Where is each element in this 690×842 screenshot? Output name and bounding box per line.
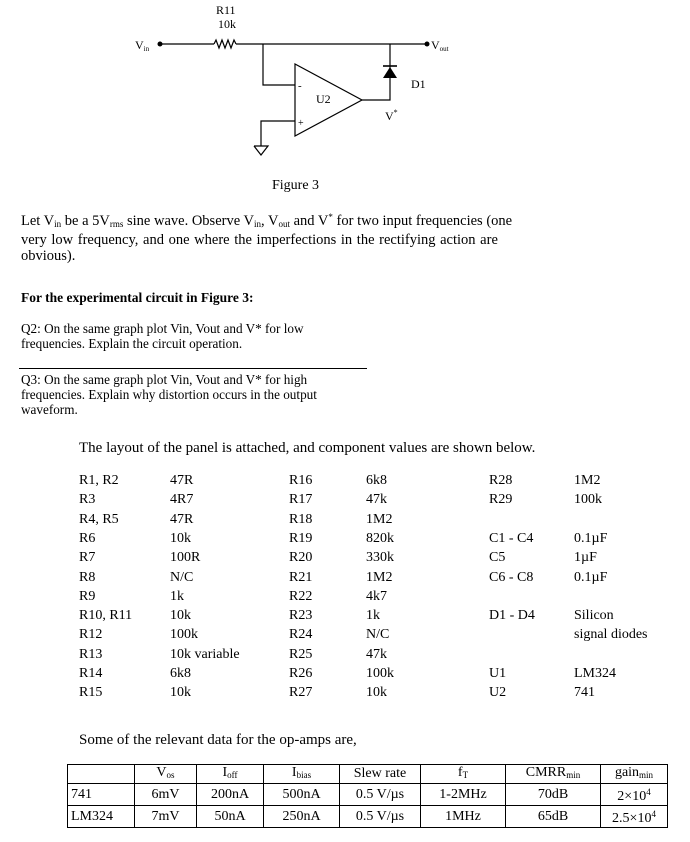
component-value: 6k8 xyxy=(366,473,387,488)
cell-name: 741 xyxy=(68,784,135,806)
component-value: 47k xyxy=(366,492,387,507)
intro-line-3: obvious). xyxy=(21,248,76,264)
r11-value: 10k xyxy=(218,17,236,31)
component-value: 1k xyxy=(366,608,380,623)
component-value: 330k xyxy=(366,550,394,565)
figure-caption: Figure 3 xyxy=(272,178,320,193)
resistor-r11 xyxy=(214,40,236,48)
component-value: 10k xyxy=(170,608,191,623)
intro-line-2: very low frequency, and one where the imperfections in the rectifying action are xyxy=(21,232,498,248)
cell-ibias: 250nA xyxy=(264,806,340,828)
question-q3 xyxy=(21,372,317,417)
component-value: 100k xyxy=(170,627,198,642)
header-ft: $f_T$ xyxy=(421,765,506,784)
cell-ft: 1-2MHz xyxy=(421,784,506,806)
component-ref: R22 xyxy=(289,589,313,604)
component-ref: U1 xyxy=(489,666,507,681)
minus-wire xyxy=(263,44,295,85)
component-ref: R18 xyxy=(289,512,313,527)
q2-line-1: Q2: On the same graph plot Vin, Vout and V* for low xyxy=(21,321,304,336)
questions-header: For the experimental circuit in Figure 3: xyxy=(21,290,254,305)
cell-ft: 1MHz xyxy=(421,806,506,828)
component-value: 10k xyxy=(170,685,191,700)
components-intro: The layout of the panel is attached, and component values are shown below. xyxy=(79,440,536,456)
header-ibias: $I_{bias}$ xyxy=(264,765,340,784)
component-value: 1M2 xyxy=(574,473,601,488)
output-wire xyxy=(362,44,390,100)
cell-gain: $2.5\times 10^4$ xyxy=(601,806,668,828)
diode-d1 xyxy=(383,67,397,78)
opamps-intro: Some of the relevant data for the op-amps are, xyxy=(79,732,357,748)
component-ref: U2 xyxy=(489,685,507,700)
component-ref: C5 xyxy=(489,550,506,565)
component-value: 47R xyxy=(170,512,194,527)
component-ref: R28 xyxy=(489,473,513,488)
cell-slew: 0.5 V/µs xyxy=(340,806,421,828)
question-q2 xyxy=(21,321,303,351)
component-value: 100R xyxy=(170,550,201,565)
component-ref: R21 xyxy=(289,570,313,585)
vin-label: Vin xyxy=(135,38,150,53)
cell-gain: $2\times 10^4$ xyxy=(601,784,668,806)
component-value: 10k xyxy=(366,685,387,700)
component-value: 0.1µF xyxy=(574,531,608,546)
component-ref: R23 xyxy=(289,608,313,623)
q3-line-1: Q3: On the same graph plot Vin, Vout and V* for high xyxy=(21,372,308,387)
q3-line-2: frequencies. Explain why distortion occurs in the output xyxy=(21,387,317,402)
component-value: LM324 xyxy=(574,666,616,681)
cell-ioff: 200nA xyxy=(197,784,264,806)
component-ref: R6 xyxy=(79,531,96,546)
intro-line-1: Let $V_{in}$ be a $5V_{rms}$ sine wave. Observe $V_{in}$, $V_{out}$ and V* for two input frequencies (one xyxy=(21,212,513,229)
diode-label: D1 xyxy=(411,77,426,91)
component-ref: R15 xyxy=(79,685,103,700)
header-vos: $V_{os}$ xyxy=(135,765,197,784)
component-ref: R25 xyxy=(289,647,313,662)
ground-symbol xyxy=(254,146,268,155)
component-ref: C1 - C4 xyxy=(489,531,534,546)
cell-slew: 0.5 V/µs xyxy=(340,784,421,806)
q3-line-3: waveform. xyxy=(21,402,78,417)
component-ref: R8 xyxy=(79,570,96,585)
component-ref: R12 xyxy=(79,627,103,642)
component-ref: R24 xyxy=(289,627,313,642)
component-ref: R16 xyxy=(289,473,313,488)
component-value: 10k xyxy=(170,531,191,546)
component-value: 47R xyxy=(170,473,194,488)
divider-line xyxy=(19,368,367,369)
component-value: 1µF xyxy=(574,550,597,565)
component-ref: R10, R11 xyxy=(79,608,133,623)
intro-paragraph xyxy=(21,209,581,264)
component-value: 10k variable xyxy=(170,647,240,662)
opamp-plus: + xyxy=(298,118,304,129)
component-value: 47k xyxy=(366,647,387,662)
component-value: 100k xyxy=(366,666,394,681)
component-value: signal diodes xyxy=(574,627,648,642)
opamp-label: U2 xyxy=(316,92,331,106)
opamp-minus: - xyxy=(298,80,302,92)
header-ioff: $I_{off}$ xyxy=(197,765,264,784)
component-ref: R26 xyxy=(289,666,313,681)
opamp-row-741 xyxy=(68,784,668,806)
component-ref: R19 xyxy=(289,531,313,546)
component-value: N/C xyxy=(170,570,194,585)
header-gain: gain$_{min}$ xyxy=(601,765,668,784)
component-value: 1M2 xyxy=(366,570,393,585)
vout-node xyxy=(425,42,430,47)
component-value: Silicon xyxy=(574,608,614,623)
header-blank xyxy=(68,765,135,784)
header-slew: Slew rate xyxy=(340,765,421,784)
component-ref: R1, R2 xyxy=(79,473,119,488)
component-value: 100k xyxy=(574,492,602,507)
component-ref: C6 - C8 xyxy=(489,570,534,585)
component-ref: R3 xyxy=(79,492,96,507)
component-value: 1M2 xyxy=(366,512,393,527)
circuit-figure xyxy=(0,0,690,200)
cell-vos: 7mV xyxy=(135,806,197,828)
component-value: 0.1µF xyxy=(574,570,608,585)
component-value: 1k xyxy=(170,589,184,604)
component-ref: R4, R5 xyxy=(79,512,119,527)
component-ref: R29 xyxy=(489,492,513,507)
q2-line-2: frequencies. Explain the circuit operation. xyxy=(21,336,243,351)
cell-ioff: 50nA xyxy=(197,806,264,828)
vstar-label: V* xyxy=(385,108,398,123)
ground-wire xyxy=(261,121,295,146)
vout-label: Vout xyxy=(431,38,449,53)
component-ref: R20 xyxy=(289,550,313,565)
component-ref: R17 xyxy=(289,492,313,507)
component-ref: D1 - D4 xyxy=(489,608,535,623)
component-value: N/C xyxy=(366,627,390,642)
header-cmrr: $CMRR_{min}$ xyxy=(506,765,601,784)
component-ref: R13 xyxy=(79,647,103,662)
cell-cmrr: 70dB xyxy=(506,784,601,806)
cell-ibias: 500nA xyxy=(264,784,340,806)
opamp-table xyxy=(67,764,668,828)
opamp-table-header xyxy=(68,765,668,784)
component-value: 4k7 xyxy=(366,589,387,604)
cell-vos: 6mV xyxy=(135,784,197,806)
cell-name: LM324 xyxy=(68,806,135,828)
component-value: 820k xyxy=(366,531,394,546)
component-ref: R14 xyxy=(79,666,103,681)
component-ref: R9 xyxy=(79,589,96,604)
component-value: 741 xyxy=(574,685,595,700)
component-value: 4R7 xyxy=(170,492,194,507)
cell-cmrr: 65dB xyxy=(506,806,601,828)
component-value: 6k8 xyxy=(170,666,191,681)
component-ref: R7 xyxy=(79,550,96,565)
r11-name: R11 xyxy=(216,3,236,17)
opamp-row-lm324 xyxy=(68,806,668,828)
component-ref: R27 xyxy=(289,685,313,700)
